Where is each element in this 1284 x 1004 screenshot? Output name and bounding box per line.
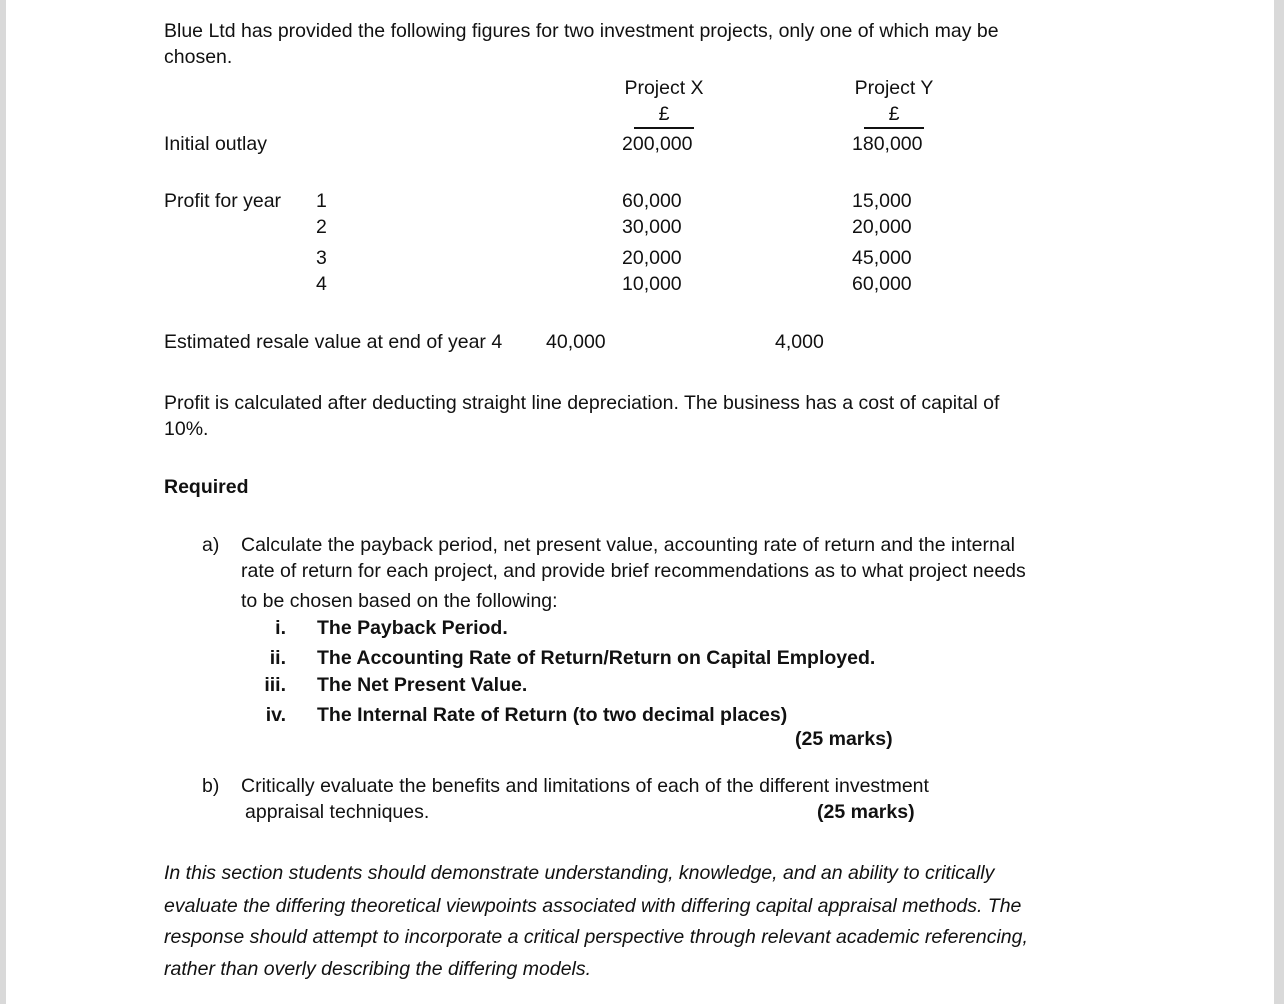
resale-label: Estimated resale value at end of year 4 xyxy=(164,331,503,353)
question-b-marker: b) xyxy=(202,775,220,797)
profit-x-1: 60,000 xyxy=(622,190,682,212)
profit-y-3: 45,000 xyxy=(852,247,912,269)
resale-x: 40,000 xyxy=(546,331,606,353)
question-b-marks: (25 marks) xyxy=(817,801,915,823)
profit-y-2: 20,000 xyxy=(852,216,912,238)
item-num-iii: iii. xyxy=(264,674,286,696)
profit-y-4: 60,000 xyxy=(852,273,912,295)
required-heading: Required xyxy=(164,476,249,498)
profit-year-4: 4 xyxy=(316,273,327,295)
profit-year-2: 2 xyxy=(316,216,327,238)
profit-y-1: 15,000 xyxy=(852,190,912,212)
project-y-unit-text: £ xyxy=(864,101,924,129)
profit-x-2: 30,000 xyxy=(622,216,682,238)
guidance-line-2: evaluate the differing theoretical viewpoints associated with differing capital appraisal methods. The xyxy=(164,895,1022,917)
guidance-line-3: response should attempt to incorporate a critical perspective through relevant academic referencing, xyxy=(164,926,1028,948)
item-text-iv: The Internal Rate of Return (to two decimal places) xyxy=(317,704,788,726)
initial-outlay-x: 200,000 xyxy=(622,133,693,155)
initial-outlay-y: 180,000 xyxy=(852,133,923,155)
question-a-line-1: Calculate the payback period, net present value, accounting rate of return and the internal xyxy=(241,534,1015,556)
item-text-i: The Payback Period. xyxy=(317,617,508,639)
profit-label: Profit for year xyxy=(164,190,282,212)
intro-line-2: chosen. xyxy=(164,46,233,68)
initial-outlay-label: Initial outlay xyxy=(164,133,267,155)
item-text-ii: The Accounting Rate of Return/Return on Capital Employed. xyxy=(317,647,876,669)
item-num-iv: iv. xyxy=(265,704,286,726)
project-y-header: Project Y xyxy=(854,77,934,99)
item-num-ii: ii. xyxy=(269,647,286,669)
document-page xyxy=(6,0,1274,1004)
project-x-header: Project X xyxy=(624,77,704,99)
item-num-i: i. xyxy=(275,617,286,639)
profit-x-3: 20,000 xyxy=(622,247,682,269)
profit-x-4: 10,000 xyxy=(622,273,682,295)
intro-line-1: Blue Ltd has provided the following figures for two investment projects, only one of which may be xyxy=(164,20,999,42)
question-a-line-3: to be chosen based on the following: xyxy=(241,590,558,612)
note-line-1: Profit is calculated after deducting straight line depreciation. The business has a cost of capital of xyxy=(164,392,1000,414)
question-b-line-1: Critically evaluate the benefits and limitations of each of the different investment xyxy=(241,775,929,797)
project-x-unit xyxy=(614,101,714,129)
item-text-iii: The Net Present Value. xyxy=(317,674,528,696)
project-y-unit xyxy=(844,101,944,129)
guidance-line-1: In this section students should demonstrate understanding, knowledge, and an ability to critically xyxy=(164,862,995,884)
profit-year-3: 3 xyxy=(316,247,327,269)
note-line-2: 10%. xyxy=(164,418,209,440)
question-a-line-2: rate of return for each project, and provide brief recommendations as to what project needs xyxy=(241,560,1026,582)
question-a-marker: a) xyxy=(202,534,220,556)
profit-year-1: 1 xyxy=(316,190,327,212)
project-x-unit-text: £ xyxy=(634,101,694,129)
guidance-line-4: rather than overly describing the differing models. xyxy=(164,958,592,980)
question-a-marks: (25 marks) xyxy=(795,728,893,750)
resale-y: 4,000 xyxy=(775,331,824,353)
question-b-line-2: appraisal techniques. xyxy=(245,801,430,823)
